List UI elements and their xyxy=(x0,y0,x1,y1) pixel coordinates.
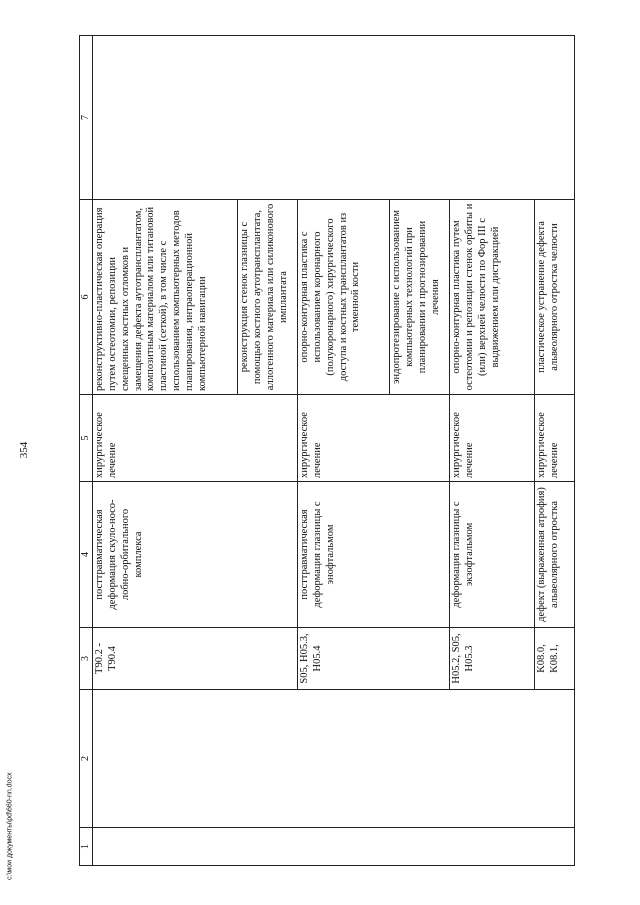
cell-method: опорно-контурная пластика путем остеотомии и репозиции стенок орбиты и (или) верхней челюсти по Фор III с выдвижением или дистракцией xyxy=(450,200,535,395)
cell-method: пластическое устранение дефекта альвеолярного отростка челюсти xyxy=(535,200,575,395)
cell-codes: S05, H05.3, H05.4 xyxy=(298,628,450,690)
table-row xyxy=(93,36,238,866)
cell-condition: посттравматическая деформация глазницы с энофтальмом xyxy=(298,482,450,628)
cell-codes: K08.0, K08.1, xyxy=(535,628,575,690)
cell-condition: посттравматическая деформация скуло-носо-лобно-орбитального комплекса xyxy=(93,482,298,628)
page-number: 354 xyxy=(18,441,30,459)
cell-codes: H05.2, S05, H05.3 xyxy=(450,628,535,690)
column-header-1: 1 xyxy=(80,828,93,866)
column-header-3: 3 xyxy=(80,628,93,690)
cell-method: эндопротезирование с использованием компьютерных технологий при планировании и прогнозировании лечения xyxy=(390,200,450,395)
procedures-table-rotated xyxy=(79,36,573,866)
cell-method: опорно-контурная пластика с использованием коронарного (полукоронарного) хирургического доступа и костных трансплантатов из теменной кости xyxy=(298,200,390,395)
cell-treatment-type: хирургическое лечение xyxy=(450,395,535,482)
cell-treatment-type: хирургическое лечение xyxy=(298,395,450,482)
cell-condition: деформация глазницы с экзофтальмом xyxy=(450,482,535,628)
cell-col2 xyxy=(93,690,575,828)
column-header-7: 7 xyxy=(80,36,93,200)
column-header-4: 4 xyxy=(80,482,93,628)
cell-method: реконструкция стенок глазницы с помощью костного аутотрансплантата, аллогенного материала или силиконового имплантата xyxy=(238,200,298,395)
cell-method: реконструктивно-пластическая операция путем остеотомии, репозиции смещенных костных отломков и замещения дефекта аутотрансплантатом, композитным материалом или титановой пластиной (сеткой), в том числе с использованием компьютерных методов планирования, интраоперационной компьютерной навигации xyxy=(93,200,238,395)
cell-treatment-type: хирургическое лечение xyxy=(93,395,298,482)
cell-condition: дефект (выраженная атрофия) альвеолярного отростка xyxy=(535,482,575,628)
column-header-6: 6 xyxy=(80,200,93,395)
cell-col1 xyxy=(93,828,575,866)
cell-treatment-type: хирургическое лечение xyxy=(535,395,575,482)
column-header-5: 5 xyxy=(80,395,93,482)
cell-codes: T90.2 - T90.4 xyxy=(93,628,298,690)
procedures-table xyxy=(79,35,575,866)
cell-col7 xyxy=(93,36,575,200)
footer-file-path: c:\мои документы\pd\660-nn.docx xyxy=(6,772,14,880)
column-header-2: 2 xyxy=(80,690,93,828)
column-number-row xyxy=(80,36,93,866)
